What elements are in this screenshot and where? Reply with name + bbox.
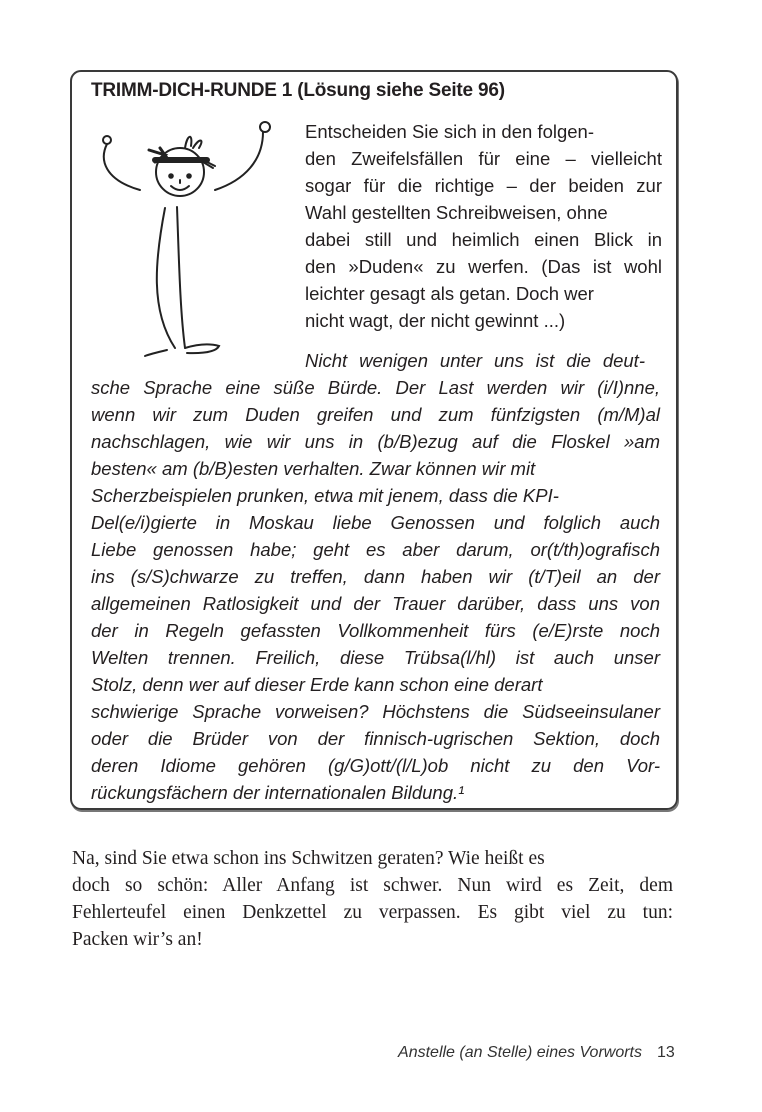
exercise-title: TRIMM-DICH-RUNDE 1 (Lösung siehe Seite 96) — [91, 80, 505, 101]
running-footer-title: Anstelle (an Stelle) eines Vorworts — [398, 1044, 642, 1061]
body-line: doch so schön: Aller Anfang ist schwer. Nun wird es Zeit, dem — [72, 875, 673, 896]
exercise-line: schwierige Sprache vorweisen? Höchstens die Südseeinsulaner — [91, 701, 660, 722]
intro-line: nicht wagt, der nicht gewinnt ...) — [305, 310, 566, 331]
exercise-line: Welten trennen. Freilich, diese Trübsa(l/hl) ist auch unser — [91, 647, 660, 668]
intro-line: den »Duden« zu werfen. (Das ist wohl — [305, 256, 662, 277]
exercise-line: Scherzbeispielen prunken, etwa mit jenem, dass die KPI- — [91, 485, 559, 506]
exercise-line: allgemeinen Ratlosigkeit und der Trauer darüber, dass uns von — [91, 593, 660, 614]
page-number: 13 — [657, 1044, 675, 1061]
exercise-line: besten« am (b/B)esten verhalten. Zwar können wir mit — [91, 458, 536, 479]
exercise-line: rückungsfächern der internationalen Bildung.¹ — [91, 782, 465, 803]
intro-line: Entscheiden Sie sich in den folgen- — [305, 121, 594, 142]
intro-line: den Zweifelsfällen für eine – vielleicht — [305, 148, 662, 169]
exercise-line: der in Regeln gefassten Vollkommenheit fürs (e/E)rste noch — [91, 620, 660, 641]
body-line: Packen wir’s an! — [72, 929, 203, 950]
intro-line: Wahl gestellten Schreibweisen, ohne — [305, 202, 608, 223]
exercise-line: Del(e/i)gierte in Moskau liebe Genossen und folglich auch — [91, 512, 660, 533]
intro-line: leichter gesagt als getan. Doch wer — [305, 283, 594, 304]
body-line: Na, sind Sie etwa schon ins Schwitzen geraten? Wie heißt es — [72, 848, 545, 869]
intro-line: dabei still und heimlich einen Blick in — [305, 229, 662, 250]
intro-line: sogar für die richtige – der beiden zur — [305, 175, 662, 196]
stick-figure-illustration — [95, 110, 285, 360]
exercise-line: sche Sprache eine süße Bürde. Der Last werden wir (i/I)nne, — [91, 377, 660, 398]
exercise-line: Nicht wenigen unter uns ist die deut- — [305, 350, 645, 371]
exercise-line: wenn wir zum Duden greifen und zum fünfzigsten (m/M)al — [91, 404, 660, 425]
exercise-line: ins (s/S)chwarze zu treffen, dann haben wir (t/T)eil an der — [91, 566, 660, 587]
exercise-line: Stolz, denn wer auf dieser Erde kann schon eine derart — [91, 674, 543, 695]
exercise-line: Liebe genossen habe; geht es aber darum, or(t/th)ografisch — [91, 539, 660, 560]
body-line: Fehlerteufel einen Denkzettel zu verpassen. Es gibt viel zu tun: — [72, 902, 673, 923]
exercise-line: deren Idiome gehören (g/G)ott/(l/L)ob nicht zu den Vor- — [91, 755, 660, 776]
exercise-line: oder die Brüder von der finnisch-ugrischen Sektion, doch — [91, 728, 660, 749]
exercise-line: nachschlagen, wie wir uns in (b/B)ezug auf die Floskel »am — [91, 431, 660, 452]
